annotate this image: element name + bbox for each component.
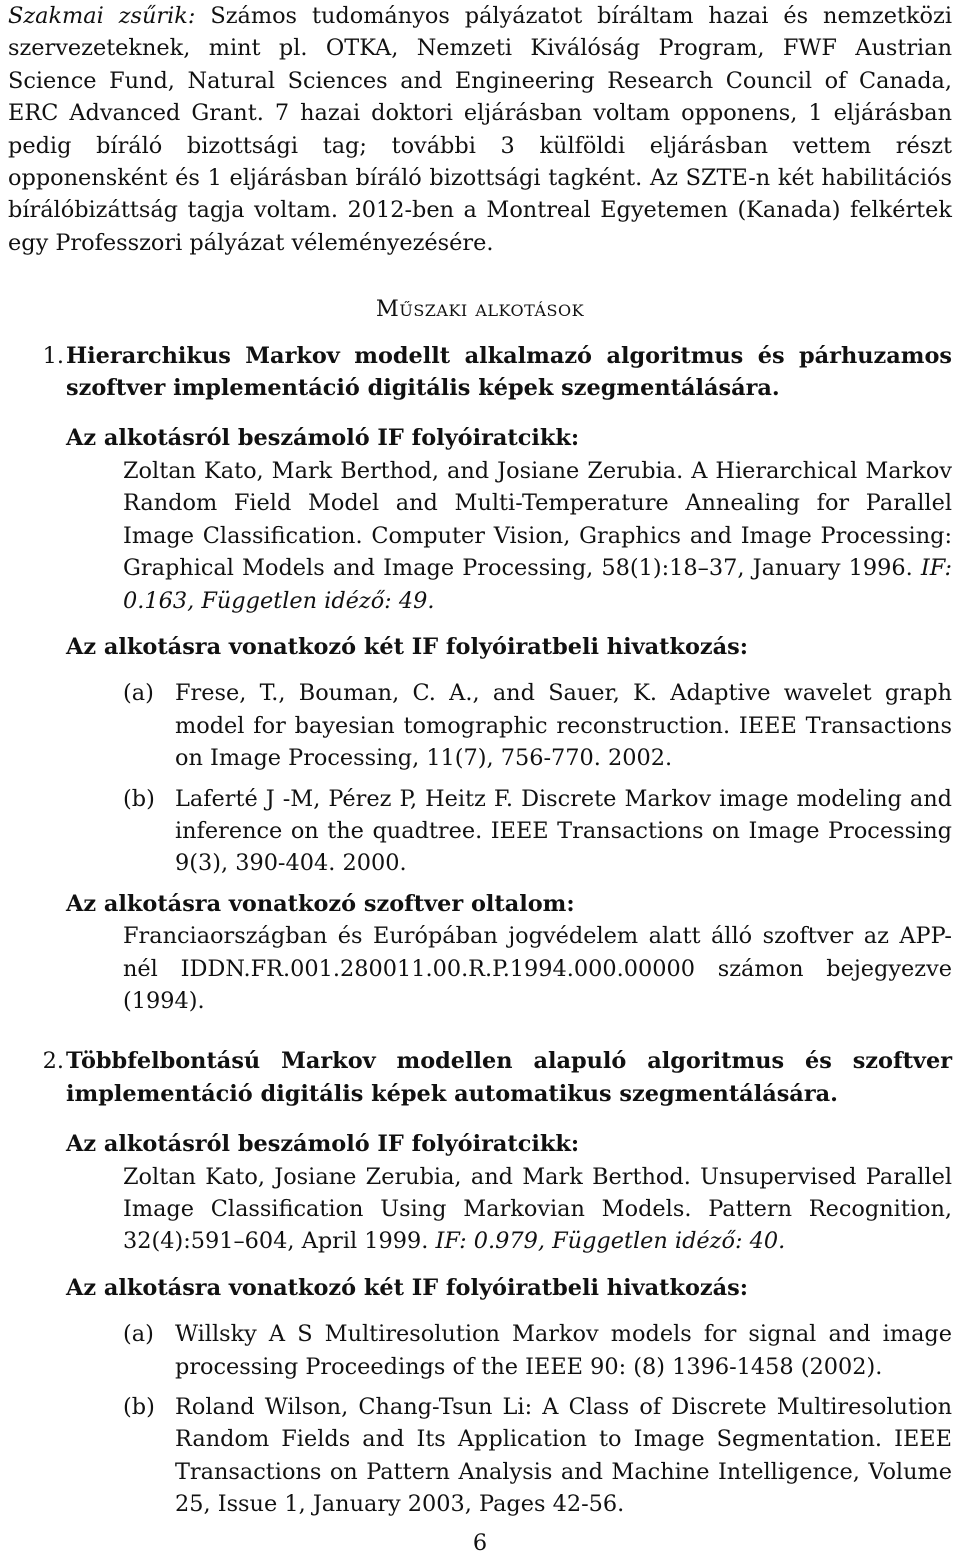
reference-item <box>123 677 952 774</box>
article-text: Zoltan Kato, Mark Berthod, and Josiane Zerubia. A Hierarchical Markov Random Field Model and Multi-Temperature Annealing for Parallel Image Classification. Computer Vision, Graphics and Image Processing: Graphical Models and Image Processing, 58(1):18–37, January 1996. <box>123 457 952 582</box>
reference-item <box>123 1391 952 1521</box>
work-item-1 <box>8 340 952 1018</box>
reference-text: Laferté J -M, Pérez P, Heitz F. Discrete Markov image modeling and inference on the quadtree. IEEE Transactions on Image Processing 9(3), 390-404. 2000. <box>175 785 952 877</box>
reference-label: (b) <box>123 785 155 812</box>
work-item-title: Hierarchikus Markov modellt alkalmazó algoritmus és párhuzamos szoftver implementáció digitális képek szegmentálására. <box>66 342 952 402</box>
reference-label: (a) <box>123 1321 154 1348</box>
article-heading: Az alkotásról beszámoló IF folyóiratcikk: <box>66 1131 580 1158</box>
work-item-title: Többfelbontású Markov modellen alapuló algoritmus és szoftver implementáció digitális képek automatikus szegmentálására. <box>66 1048 952 1107</box>
intro-lead: Szakmai zsűrik: <box>8 3 196 29</box>
intro-text: Számos tudományos pályázatot bíráltam hazai és nemzetközi szervezeteknek, mint pl. OTKA, Nemzeti Kiválóság Program, FWF Austrian Science Fund, Natural Sciences and Engineering Research Council of Canada, ERC Advanced Grant. 7 hazai doktori eljárásban voltam opponens, 1 eljárásban pedig bíráló bizottsági tag; további 3 külföldi eljárásban vettem részt opponensként és 1 eljárásban bíráló bizottsági tagként. Az SZTE-n két habilitációs bírálóbizáttság tagja voltam. 2012-ben a Montreal Egyetemen (Kanada) felkértek egy Professzori pályázat véleményezésére. <box>8 3 952 256</box>
reference-text: Willsky A S Multiresolution Markov models for signal and image processing Proceedings of the IEEE 90: (8) 1396-1458 (2002). <box>175 1321 952 1380</box>
reference-label: (b) <box>123 1394 155 1421</box>
document-page <box>8 0 952 1529</box>
section-title: Műszaki alkotások <box>375 296 585 323</box>
article-impact: IF: 0.163, Független idéző: 49. <box>123 555 952 614</box>
patent-text: Franciaországban és Európában jogvédelem alatt álló szoftver az APP-nél IDDN.FR.001.280011.00.R.P.1994.000.00000 számon bejegyezve (1994). <box>123 923 952 1014</box>
article-citation <box>123 455 952 617</box>
page-number: 6 <box>472 1530 488 1556</box>
article-impact: IF: 0.979, Független idéző: 40. <box>435 1228 786 1255</box>
article-citation <box>123 1161 952 1258</box>
reference-text: Roland Wilson, Chang-Tsun Li: A Class of Discrete Multiresolution Random Fields and Its Application to Image Segmentation. IEEE Transactions on Pattern Analysis and Machine Intelligence, Volume 25, Issue 1, January 2003, Pages 42-56. <box>175 1394 952 1518</box>
references-list <box>123 677 952 879</box>
references-heading: Az alkotásra vonatkozó két IF folyóiratbeli hivatkozás: <box>66 1274 748 1301</box>
intro-paragraph <box>8 0 952 259</box>
patent-heading: Az alkotásra vonatkozó szoftver oltalom: <box>66 890 575 917</box>
reference-label: (a) <box>123 680 154 707</box>
work-item-heading <box>8 340 952 405</box>
work-item-heading <box>8 1045 952 1110</box>
work-item-number: 1. <box>42 342 64 369</box>
article-text: Zoltan Kato, Josiane Zerubia, and Mark Berthod. Unsupervised Parallel Image Classification Using Markovian Models. Pattern Recognition, 32(4):591–604, April 1999. <box>123 1163 952 1255</box>
article-heading: Az alkotásról beszámoló IF folyóiratcikk: <box>66 425 580 452</box>
reference-item <box>123 783 952 880</box>
reference-text: Frese, T., Bouman, C. A., and Sauer, K. Adaptive wavelet graph model for bayesian tomographic reconstruction. IEEE Transactions on Image Processing, 11(7), 756-770. 2002. <box>175 680 952 772</box>
references-heading: Az alkotásra vonatkozó két IF folyóiratbeli hivatkozás: <box>66 633 748 660</box>
work-item-2 <box>8 1045 952 1520</box>
work-item-number: 2. <box>42 1048 64 1075</box>
reference-item <box>123 1318 952 1383</box>
references-list <box>123 1318 952 1520</box>
